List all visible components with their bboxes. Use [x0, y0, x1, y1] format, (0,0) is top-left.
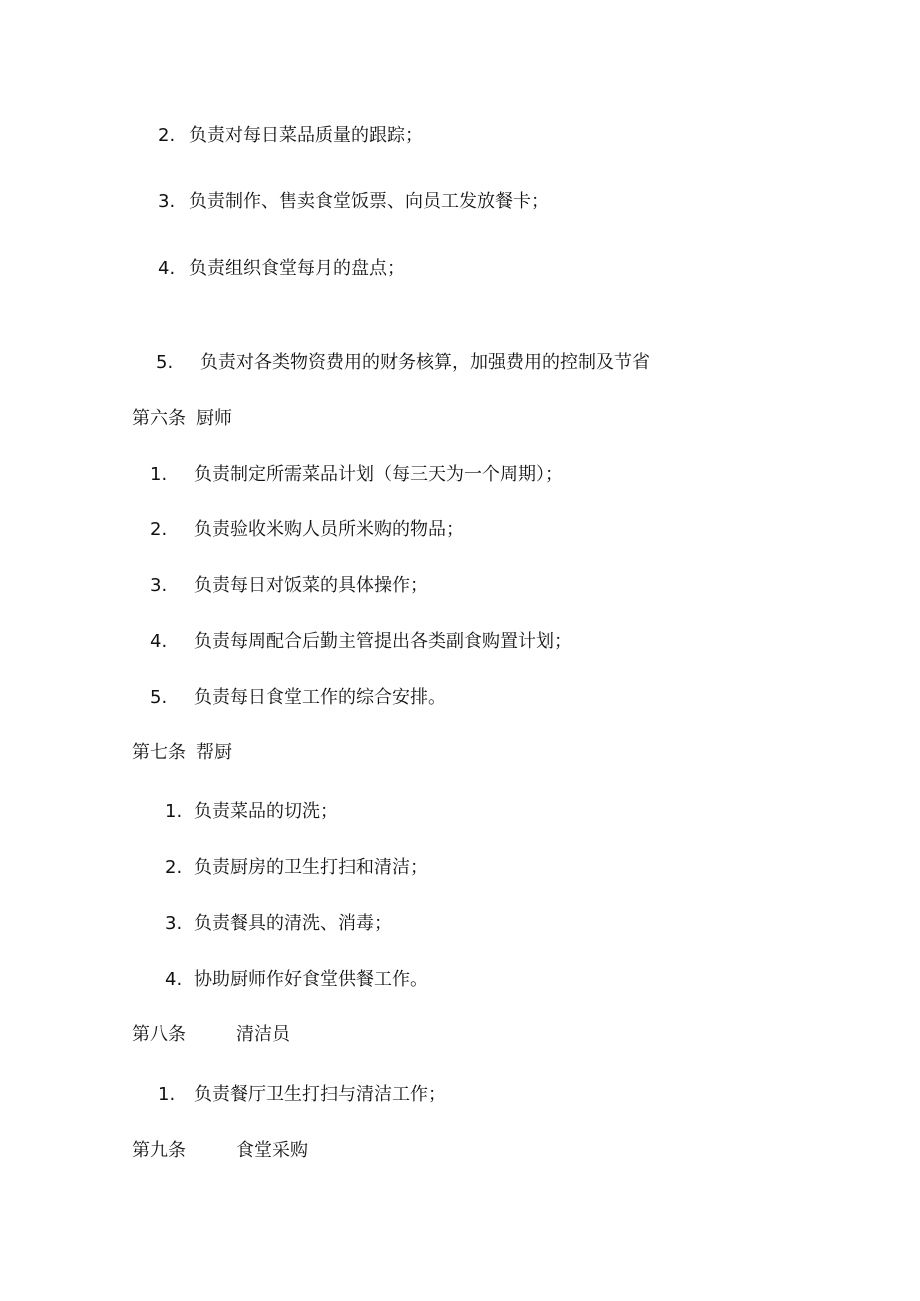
item-text: 负责厨房的卫生打扫和清洁；	[194, 857, 428, 878]
item-text: 负责验收米购人员所米购的物品；	[194, 519, 464, 540]
item-number: 1.	[165, 801, 183, 822]
section-heading	[132, 741, 232, 765]
list-item	[150, 686, 446, 710]
item-number: 2.	[150, 519, 168, 540]
item-text: 负责制定所需菜品计划（每三天为一个周期）；	[194, 464, 563, 485]
list-item	[165, 800, 338, 824]
item-text: 负责制作、售卖食堂饭票、向员工发放餐卡；	[189, 191, 549, 212]
section-title: 第六条	[132, 408, 186, 429]
item-text: 负责餐厅卫生打扫与清洁工作；	[194, 1084, 446, 1105]
list-item	[156, 351, 650, 375]
list-item	[165, 912, 392, 936]
item-text: 协助厨师作好食堂供餐工作。	[194, 969, 428, 990]
item-number: 3.	[158, 191, 176, 212]
item-text: 负责每周配合后勤主管提出各类副食购置计划；	[194, 631, 572, 652]
section-heading	[132, 407, 232, 431]
item-text: 负责餐具的清洗、消毒；	[194, 913, 392, 934]
item-number: 3.	[165, 913, 183, 934]
list-item	[165, 856, 428, 880]
item-number: 4.	[158, 258, 176, 279]
item-text: 负责组织食堂每月的盘点；	[189, 258, 405, 279]
item-number: 4.	[165, 969, 183, 990]
list-item	[150, 574, 428, 598]
list-item	[158, 190, 549, 214]
section-name: 清洁员	[236, 1024, 290, 1045]
section-heading	[132, 1139, 308, 1163]
section-name: 食堂采购	[236, 1140, 308, 1161]
list-item	[150, 463, 563, 487]
item-text: 负责每日食堂工作的综合安排。	[194, 687, 446, 708]
item-number: 2.	[165, 857, 183, 878]
item-text: 负责菜品的切洗；	[194, 801, 338, 822]
section-name: 厨师	[196, 408, 232, 429]
section-name: 帮厨	[196, 742, 232, 763]
item-number: 3.	[150, 575, 168, 596]
item-text: 负责对各类物资费用的财务核算，加强费用的控制及节省	[200, 352, 650, 373]
item-text: 负责每日对饭菜的具体操作；	[194, 575, 428, 596]
section-heading	[132, 1023, 290, 1047]
list-item	[150, 518, 464, 542]
section-title: 第八条	[132, 1024, 186, 1045]
section-title: 第七条	[132, 742, 186, 763]
list-item	[158, 257, 405, 281]
item-number: 2.	[158, 125, 176, 146]
list-item	[150, 630, 572, 654]
item-number: 1.	[150, 464, 168, 485]
item-text: 负责对每日菜品质量的跟踪；	[189, 125, 423, 146]
item-number: 5.	[156, 352, 174, 373]
list-item	[158, 124, 423, 148]
item-number: 1.	[158, 1084, 176, 1105]
section-title: 第九条	[132, 1140, 186, 1161]
list-item	[165, 968, 428, 992]
item-number: 4.	[150, 631, 168, 652]
item-number: 5.	[150, 687, 168, 708]
list-item	[158, 1083, 446, 1107]
